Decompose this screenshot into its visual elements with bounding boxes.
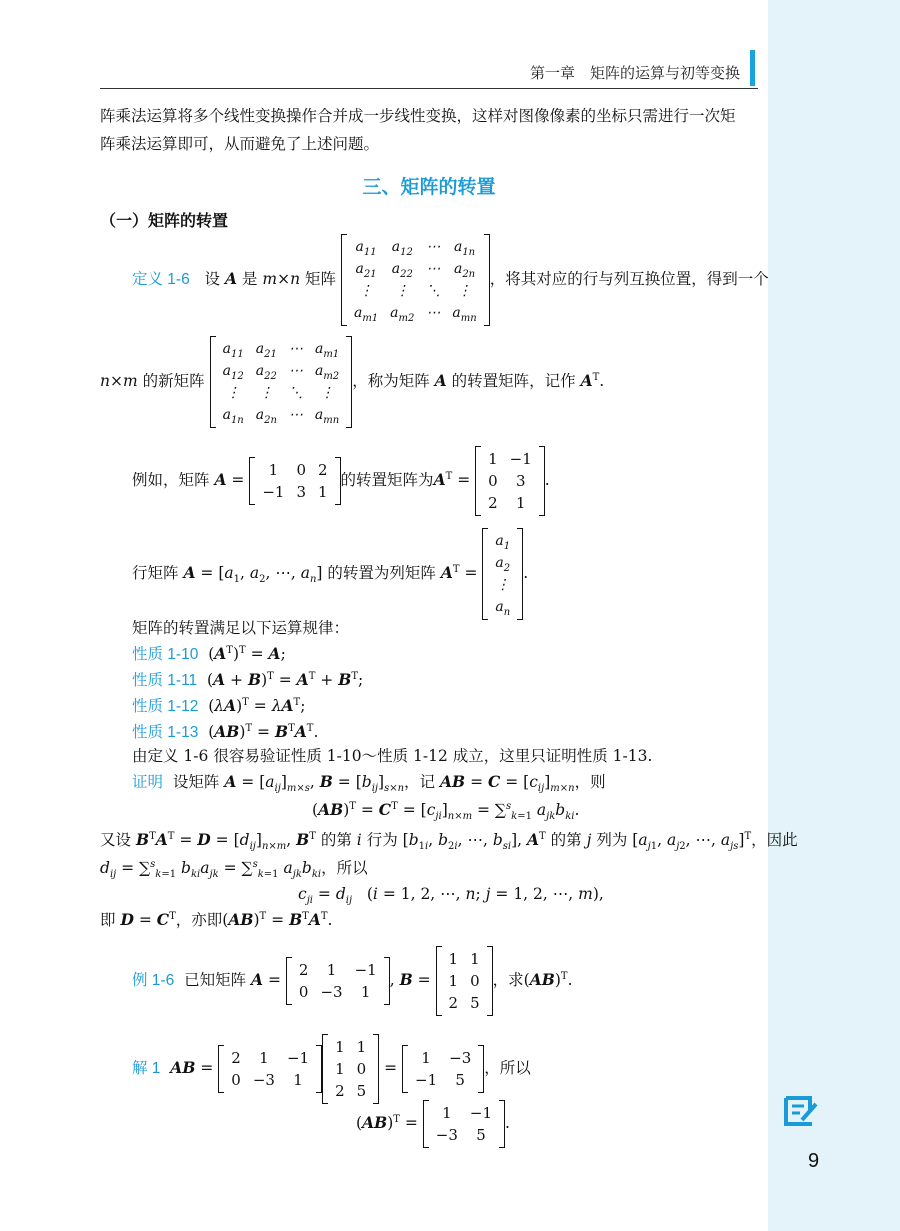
row-matrix-line: 行矩阵 $A = [a_1$, $a_2$, ⋯, $a_n$] 的转置为列矩阵 $A^T$ = $a_1$ $a_2$ ⋮ $a_n$ .	[132, 528, 528, 620]
proof-line-6: 即 $D = C^T$，亦即$(AB)^T = B^TA^T$.	[100, 910, 333, 929]
intro-line-1: 阵乘法运算将多个线性变换操作合并成一步线性变换，这样对图像像素的坐标只需进行一次矩	[100, 107, 736, 125]
property-1-10: 性质 1-10 $(A^T)^T = A$;	[132, 644, 286, 663]
example-1-6: 例 1-6 已知矩阵 A = 2 1 −1 0 −3 1 , B = 1 1 1 0 2 5 ，求(AB)$^T$.	[132, 946, 573, 1016]
matrix-example-AT: 1 −1 0 3 2 1	[475, 446, 545, 516]
proof-line-5: $c_{ji} = d_{ij}$ (i = 1, 2, ⋯, n; j = 1, 2, ⋯, m),	[298, 885, 604, 907]
subsection-title: （一）矩阵的转置	[100, 213, 229, 230]
rules-intro: 矩阵的转置满足以下运算规律：	[132, 619, 350, 637]
page-number: 9	[808, 1150, 820, 1172]
matrix-ex-B: 1 1 1 0 2 5	[436, 946, 493, 1016]
intro-line-2: 阵乘法运算即可，从而避免了上述问题。	[100, 135, 380, 153]
matrix-A-transpose-general: $a_{11}$ $a_{21}$ ⋯ $a_{m1}$ $a_{12}$ $a_{22}$ ⋯ $a_{m2}$ ⋮ ⋮ ⋱ ⋮ $a_{1n}$ $a_{2n}$ ⋯ $a_{mn}$	[210, 336, 353, 428]
matrix-ex-A: 2 1 −1 0 −3 1	[286, 957, 390, 1005]
definition-label: 定义 1-6	[132, 271, 190, 288]
verify-text: 由定义 1-6 很容易验证性质 1-10～性质 1-12 成立，这里只证明性质 1-13.	[132, 747, 653, 765]
solution-line-2: (AB)$^T$ = 1 −1 −3 5 .	[356, 1100, 510, 1148]
proof-line-1: 证明 设矩阵 $A = [a_{ij}]_{m\times s}$, $B = [b_{ij}]_{s\times n}$，记 AB = $C = [c_{ij}]_{m\times n}$，则	[132, 772, 606, 795]
solution-line-1: 解 1 AB = 2 1 −1 0 −3 1 1 1 1 0 2 5 = 1 −3 −1 5 ，所以	[132, 1034, 531, 1104]
running-header: 第一章 矩阵的运算与初等变换	[529, 65, 740, 82]
proof-line-4: $d_{ij} = \sum^s_{k=1}$ $b_{ki}a_{jk} = \sum^s_{k=1}$ $a_{jk}b_{ki}$，所以	[100, 858, 368, 881]
property-1-12: 性质 1-12 $(\lambda A)^T = \lambda A^T$;	[132, 696, 306, 715]
matrix-A-general: $a_{11}$ $a_{12}$ ⋯ $a_{1n}$ $a_{21}$ $a_{22}$ ⋯ $a_{2n}$ ⋮ ⋮ ⋱ ⋮ $a_{m1}$ $a_{m2}$ ⋯ $a_{mn}$	[341, 234, 490, 326]
matrix-sol-ABT: 1 −1 −3 5	[423, 1100, 505, 1148]
matrix-column: $a_1$ $a_2$ ⋮ $a_n$	[482, 528, 523, 620]
proof-line-2: $(AB)^T = C^T = [c_{ji}]_{n\times m} = \sum^s_{k=1}$ $a_{jk}b_{ki}$.	[312, 800, 580, 823]
edit-note-icon	[782, 1092, 822, 1128]
matrix-example-A: 1 0 2 −1 3 1	[249, 457, 340, 505]
matrix-sol-AB: 1 −3 −1 5	[402, 1045, 484, 1093]
header-rule	[100, 88, 758, 89]
definition-line-1: 定义 1-6 设 A 是 m×n 矩阵 $a_{11}$ $a_{12}$ ⋯ $a_{1n}$ $a_{21}$ $a_{22}$ ⋯ $a_{2n}$ ⋮ ⋮ ⋱ ⋮ $a_{m1}$ $a_{m2}$ ⋯ $a_{mn}$ ，将其对应的行与列互换位置，得到一个	[132, 234, 769, 326]
header-accent-bar	[750, 50, 755, 86]
proof-line-3: 又设 $B^TA^T = D = [d_{ij}]_{n\times m}$, $B^T$ 的第 i 行为 [$b_{1i}$, $b_{2i}$, ⋯, $b_{si}$], $A^T$ 的第 j 列为 [$a_{j1}$, $a_{j2}$, ⋯, $a_{js}]^T$，因此	[100, 830, 798, 853]
definition-line-2: n×m 的新矩阵 $a_{11}$ $a_{21}$ ⋯ $a_{m1}$ $a_{12}$ $a_{22}$ ⋯ $a_{m2}$ ⋮ ⋮ ⋱ ⋮ $a_{1n}$ $a_{2n}$ ⋯ $a_{mn}$ ，称为矩阵 A 的转置矩阵，记作 $A^T$.	[100, 336, 604, 428]
matrix-sol-A: 2 1 −1 0 −3 1	[218, 1045, 322, 1093]
property-1-11: 性质 1-11 $(A + B)^T = A^T + B^T$;	[132, 670, 364, 689]
matrix-sol-B: 1 1 1 0 2 5	[322, 1034, 379, 1104]
property-1-13: 性质 1-13 $(AB)^T = B^TA^T$.	[132, 722, 319, 741]
example-line: 例如，矩阵 A = 1 0 2 −1 3 1 的转置矩阵为$A^T$ = 1 −1 0 3 2 1 .	[132, 446, 550, 516]
section-title: 三、矩阵的转置	[362, 177, 496, 198]
